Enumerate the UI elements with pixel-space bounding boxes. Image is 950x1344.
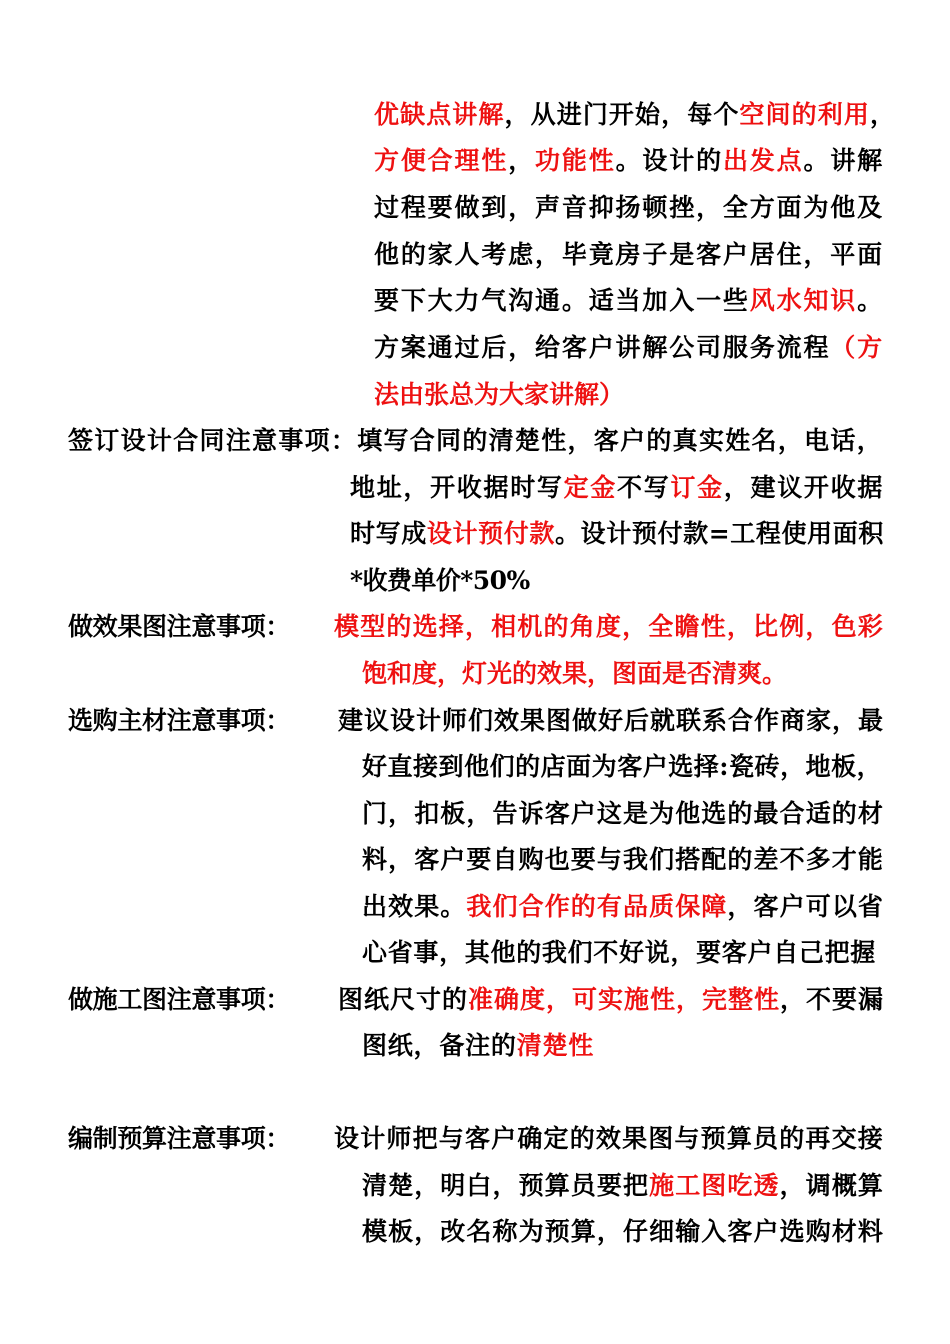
text-run: 过程要做到，声音抑扬顿挫，全方面为他及 xyxy=(374,193,884,222)
text-run: 定金 xyxy=(563,473,618,502)
text-line xyxy=(350,566,530,596)
text-line xyxy=(362,659,787,689)
text-run: 空间的利用 xyxy=(739,100,870,129)
text-line xyxy=(362,1171,884,1201)
text-run: 时写成 xyxy=(350,519,427,548)
text-run: （方 xyxy=(830,333,884,362)
text-line xyxy=(374,193,884,223)
text-run: ， xyxy=(869,100,897,129)
text-run: 图纸，备注的 xyxy=(362,1031,517,1060)
text-run: 功能性 xyxy=(535,146,616,175)
text-run: 出发点 xyxy=(722,146,804,175)
text-run: 方案通过后，给客户讲解公司服务流程 xyxy=(374,333,831,362)
text-run: 他的家人考虑，毕竟房子是客户居住，平面 xyxy=(374,240,884,269)
text-line xyxy=(374,286,884,316)
text-run: 清楚性 xyxy=(516,1031,595,1060)
text-run: 模型的选择，相机的角度，全瞻性，比例，色彩 xyxy=(334,612,884,641)
text-line xyxy=(374,100,896,130)
text-run: ，建议开收据 xyxy=(723,473,885,502)
text-line xyxy=(334,612,884,642)
text-line xyxy=(362,752,882,782)
text-line xyxy=(350,519,884,549)
text-run: 选购主材注意事项： xyxy=(68,706,291,735)
text-run: 。设计的 xyxy=(615,146,723,175)
text-run: 方便合理性 xyxy=(374,146,509,175)
text-run: 设计预付款 xyxy=(426,519,555,548)
text-run: 我们合作的有品质保障 xyxy=(466,892,728,921)
text-line xyxy=(374,380,624,410)
text-run: 订金 xyxy=(670,473,724,502)
text-run: 。设计预付款=工程使用面积 xyxy=(554,519,884,548)
text-run: 建议设计师们效果图做好后就联系合作商家，最 xyxy=(338,706,885,735)
text-run: 编制预算注意事项： xyxy=(68,1124,291,1153)
section-label xyxy=(68,1124,290,1154)
text-line xyxy=(374,333,884,363)
text-line xyxy=(362,845,884,875)
text-run: ，从进门开始，每个 xyxy=(504,100,740,129)
text-line xyxy=(362,938,876,968)
text-run: ， xyxy=(508,146,536,175)
text-run: 做效果图注意事项： xyxy=(68,612,291,641)
text-run: *收费单价*50% xyxy=(350,566,530,595)
text-line xyxy=(338,985,884,1015)
section-label xyxy=(68,612,290,642)
text-run: ，客户可以省 xyxy=(727,892,885,921)
text-line xyxy=(362,892,884,922)
text-run: 。讲解 xyxy=(803,146,885,175)
text-line xyxy=(374,146,884,176)
text-run: 。 xyxy=(857,286,884,315)
text-run: ，调概算 xyxy=(779,1171,885,1200)
text-run: 法由张总为大家讲解） xyxy=(374,380,625,409)
text-run: 模板，改名称为预算，仔细输入客户选购材料 xyxy=(362,1217,885,1246)
text-run: 门，扣板，告诉客户这是为他选的最合适的材 xyxy=(362,799,885,828)
text-run: 心省事，其他的我们不好说，要客户自己把握 xyxy=(362,938,877,967)
text-line xyxy=(350,473,884,503)
text-run: 优缺点讲解 xyxy=(374,100,505,129)
text-run: 不写 xyxy=(617,473,671,502)
text-run: 风水知识 xyxy=(749,286,858,315)
text-run: 要下大力气沟通。适当加入一些 xyxy=(374,286,750,315)
text-run: 好直接到他们的店面为客户选择:瓷砖，地板， xyxy=(362,752,883,781)
text-line xyxy=(374,240,884,270)
text-run: 做施工图注意事项： xyxy=(68,985,291,1014)
text-line xyxy=(334,1124,884,1154)
text-run: 料，客户要自购也要与我们搭配的差不多才能 xyxy=(362,845,885,874)
text-run: 地址，开收据时写 xyxy=(350,473,564,502)
text-line xyxy=(362,799,884,829)
section-label xyxy=(68,985,290,1015)
text-run: 设计师把与客户确定的效果图与预算员的再交接 xyxy=(334,1124,884,1153)
text-run: 签订设计合同注意事项：填写合同的清楚性，客户的真实姓名，电话， xyxy=(68,426,883,455)
text-run: ，不要漏 xyxy=(780,985,885,1014)
text-run: 施工图吃透 xyxy=(649,1171,780,1200)
text-line xyxy=(362,1217,884,1247)
text-line xyxy=(68,426,883,456)
text-run: 饱和度，灯光的效果，图面是否清爽。 xyxy=(362,659,788,688)
text-run: 图纸尺寸的 xyxy=(338,985,469,1014)
text-line xyxy=(362,1031,594,1061)
text-run: 清楚，明白，预算员要把 xyxy=(362,1171,650,1200)
text-line xyxy=(338,706,884,736)
text-run: 出效果。 xyxy=(362,892,467,921)
text-run: 准确度，可实施性，完整性 xyxy=(468,985,781,1014)
section-label xyxy=(68,706,290,736)
